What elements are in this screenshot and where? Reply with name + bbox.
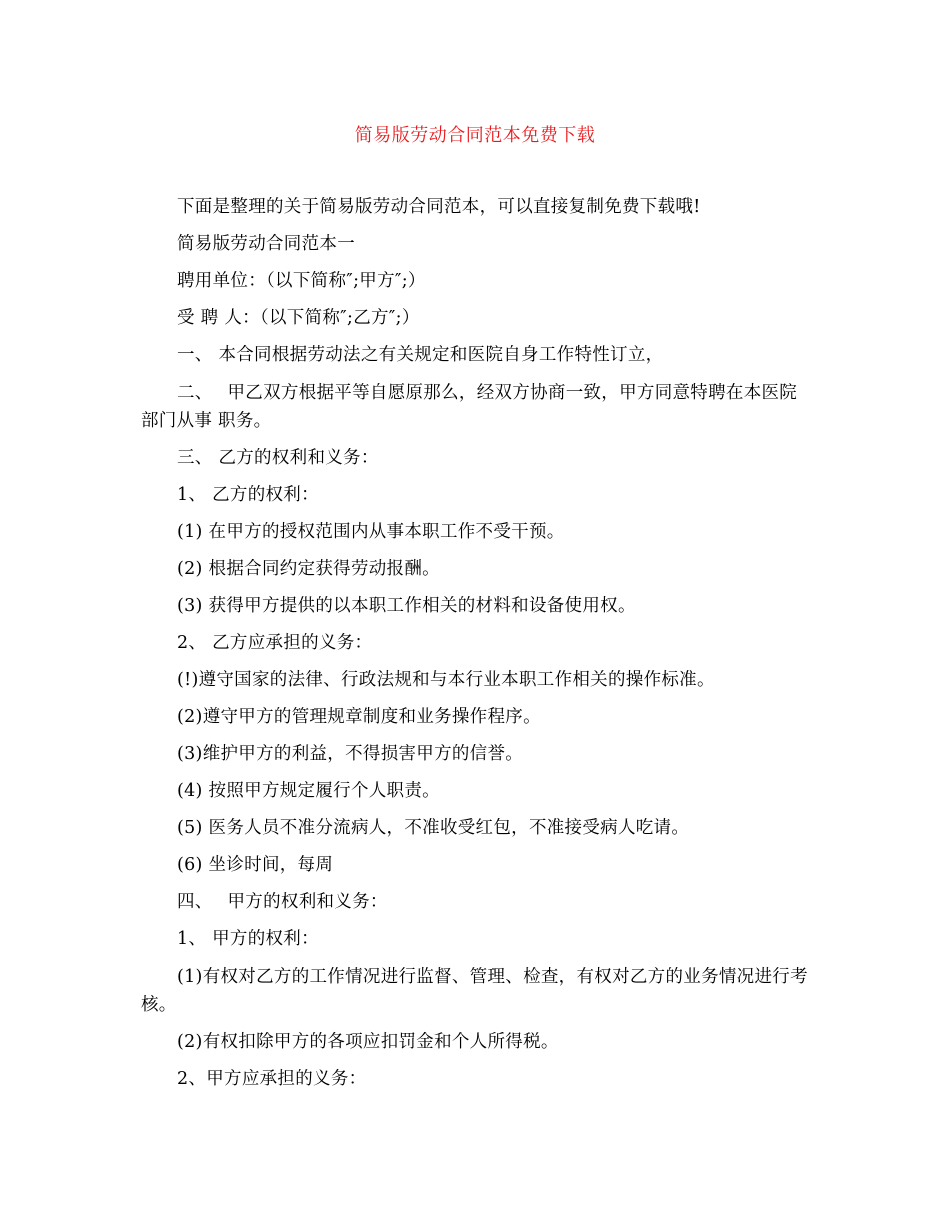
intro-paragraph: 下面是整理的关于简易版劳动合同范本，可以直接复制免费下载哦! — [177, 197, 701, 217]
section-heading: 简易版劳动合同范本一 — [177, 234, 355, 254]
clause-1: 一、 本合同根据劳动法之有关规定和医院自身工作特性订立， — [177, 345, 664, 365]
employer-line: 聘用单位：（以下简称″;甲方″;） — [177, 271, 426, 291]
clause-4-1-item-1: (1)有权对乙方的工作情况进行监督、管理、检查，有权对乙方的业务情况进行考核。 — [141, 967, 808, 1015]
clause-4-1-item-2: (2)有权扣除甲方的各项应扣罚金和个人所得税。 — [177, 1032, 559, 1052]
clause-3-1-heading: 1、 乙方的权利： — [177, 485, 319, 505]
clause-3-2-item-1: (!)遵守国家的法律、行政法规和与本行业本职工作相关的操作标准。 — [177, 670, 715, 690]
clause-4-heading: 四、 甲方的权利和义务： — [177, 892, 388, 912]
document-body — [141, 194, 811, 1103]
clause-3-1-item-3: (3) 获得甲方提供的以本职工作相关的材料和设备使用权。 — [177, 596, 636, 616]
clause-4-1-heading: 1、 甲方的权利： — [177, 929, 319, 949]
document-title: 简易版劳动合同范本免费下载 — [354, 125, 596, 146]
clause-3-1-item-2: (2) 根据合同约定获得劳动报酬。 — [177, 559, 440, 579]
clause-2: 二、 甲乙双方根据平等自愿原那么，经双方协商一致，甲方同意特聘在本医院 部门从事 职务。 — [141, 383, 798, 431]
clause-3-2-item-2: (2)遵守甲方的管理规章制度和业务操作程序。 — [177, 707, 541, 727]
clause-3-2-heading: 2、 乙方应承担的义务： — [177, 633, 373, 653]
clause-3-2-item-6: (6) 坐诊时间，每周 — [177, 855, 334, 875]
employee-line: 受 聘 人：（以下简称″;乙方″;） — [177, 308, 420, 328]
clause-3-2-item-3: (3)维护甲方的利益，不得损害甲方的信誉。 — [177, 744, 524, 764]
clause-3-heading: 三、 乙方的权利和义务： — [177, 448, 379, 468]
clause-4-2-heading: 2、甲方应承担的义务： — [177, 1069, 367, 1089]
clause-3-1-item-1: (1) 在甲方的授权范围内从事本职工作不受干预。 — [177, 522, 565, 542]
clause-3-2-item-5: (5) 医务人员不准分流病人，不准收受红包，不准接受病人吃请。 — [177, 818, 690, 838]
clause-3-2-item-4: (4) 按照甲方规定履行个人职责。 — [177, 781, 440, 801]
